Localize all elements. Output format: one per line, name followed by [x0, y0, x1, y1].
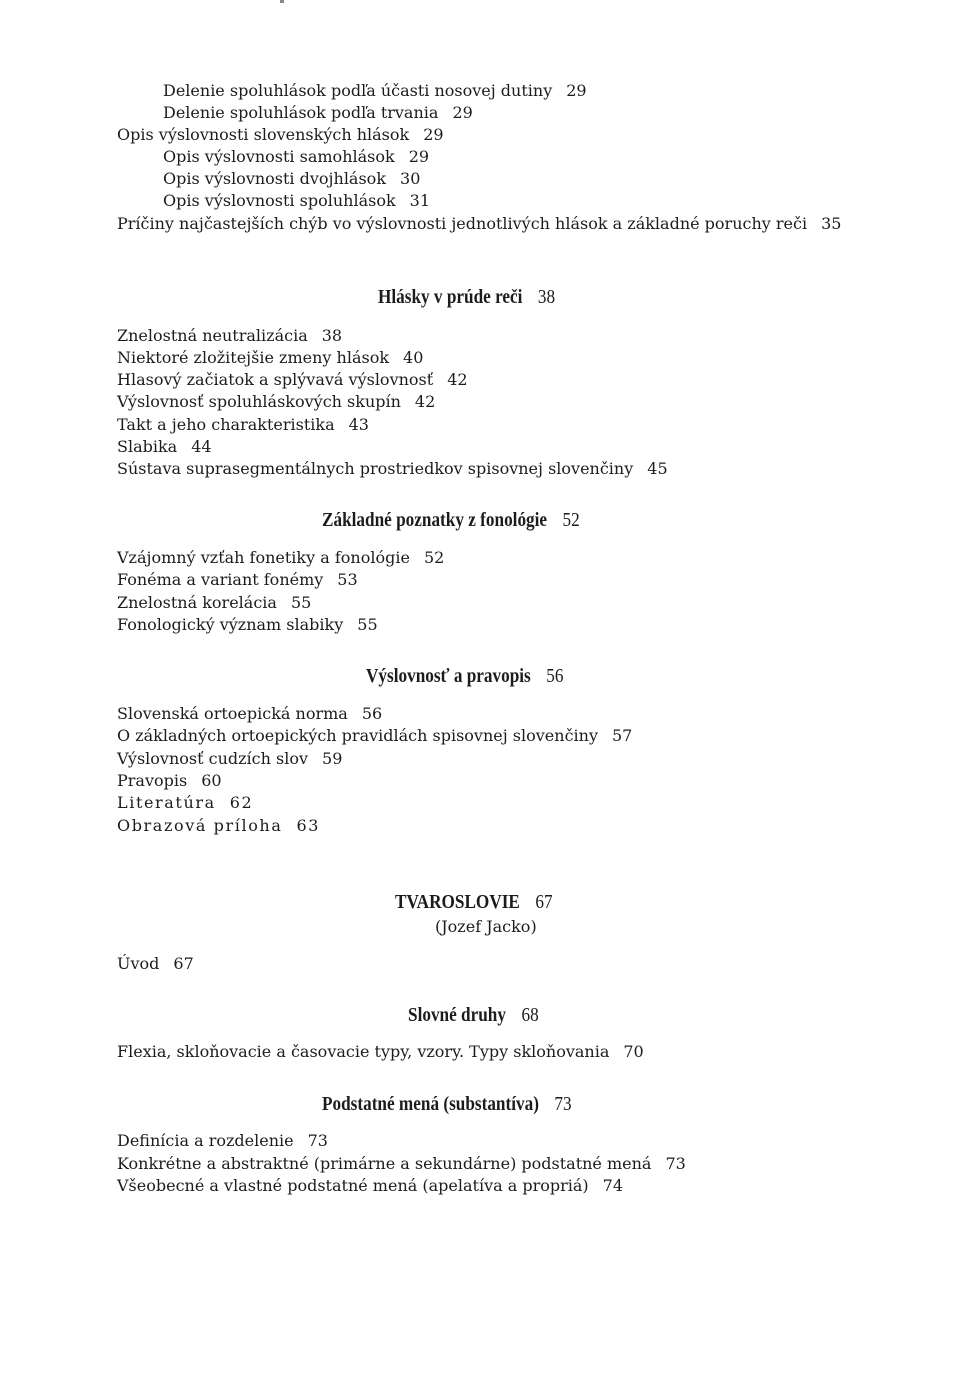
toc-entry [117, 347, 423, 369]
heading-page: 38 [537, 286, 556, 308]
toc-entry [163, 190, 430, 212]
toc-entry [117, 213, 872, 235]
entry-text: Flexia, skloňovacie a časovacie typy, vzory. Typy skloňovania [117, 1042, 610, 1061]
entry-page: 60 [201, 771, 222, 790]
toc-entry [117, 748, 342, 770]
section-heading [408, 1002, 539, 1028]
entry-page: 29 [452, 103, 473, 122]
toc-entry [117, 547, 444, 569]
entry-text: Delenie spoluhlások podľa trvania [163, 103, 439, 122]
entry-page: 73 [665, 1154, 686, 1173]
entry-text: Slabika [117, 437, 178, 456]
entry-page: 55 [357, 615, 378, 634]
entry-text: Príčiny najčastejších chýb vo výslovnosti jednotlivých hlások a základné poruchy reči [117, 214, 808, 233]
entry-page: 31 [409, 191, 430, 210]
toc-entry [117, 614, 378, 636]
entry-page: 42 [414, 392, 436, 411]
entry-page: 55 [290, 593, 312, 612]
toc-entry [117, 369, 468, 391]
entry-text: Úvod [117, 954, 160, 973]
heading-page: 56 [546, 665, 564, 687]
entry-page: 70 [623, 1042, 644, 1061]
entry-text: Sústava suprasegmentálnych prostriedkov spisovnej slovenčiny [117, 459, 634, 478]
toc-entry [117, 436, 212, 458]
entry-text: Opis výslovnosti dvojhlások [163, 169, 387, 188]
entry-text: Slovenská ortoepická norma [117, 704, 348, 723]
toc-entry [117, 124, 444, 146]
toc-entry [117, 953, 194, 975]
entry-text: Opis výslovnosti spoluhlások [163, 191, 396, 210]
toc-entry [117, 1130, 328, 1152]
entry-page: 29 [566, 81, 587, 100]
entry-page: 30 [400, 169, 421, 188]
entry-text: Pravopis [117, 771, 188, 790]
toc-entry [117, 325, 342, 347]
toc-entry [163, 168, 420, 190]
heading-page: 52 [562, 509, 580, 531]
heading-page: 68 [521, 1004, 539, 1026]
entry-text: Znelostná neutralizácia [117, 326, 308, 345]
section-heading [322, 1091, 572, 1117]
entry-page: 45 [647, 459, 668, 478]
entry-text: Obrazová príloha [117, 816, 283, 835]
entry-page: 63 [296, 816, 321, 835]
entry-page: 44 [191, 437, 212, 456]
toc-entry [117, 1153, 686, 1175]
entry-text: Niektoré zložitejšie zmeny hlások [117, 348, 390, 367]
entry-text: Znelostná korelácia [117, 593, 277, 612]
entry-page: 29 [408, 147, 430, 166]
heading-title: Slovné druhy [408, 1004, 506, 1026]
entry-text: Delenie spoluhlások podľa účasti nosovej dutiny [163, 81, 553, 100]
entry-page: 59 [322, 749, 343, 768]
entry-page: 29 [423, 125, 444, 144]
toc-entry [117, 815, 320, 837]
toc-entry [117, 770, 222, 792]
entry-page: 73 [307, 1131, 328, 1150]
section-heading [395, 889, 553, 915]
entry-text: Konkrétne a abstraktné (primárne a sekundárne) podstatné mená [117, 1154, 652, 1173]
entry-text: O základných ortoepických pravidlách spisovnej slovenčiny [117, 726, 598, 745]
toc-entry [117, 1041, 644, 1063]
entry-text: Takt a jeho charakteristika [117, 415, 335, 434]
entry-page: 35 [821, 214, 842, 233]
heading-page: 67 [535, 891, 553, 913]
scan-mark [280, 0, 284, 3]
entry-page: 53 [337, 570, 358, 589]
entry-page: 38 [321, 326, 343, 345]
entry-page: 62 [229, 793, 254, 812]
heading-title: TVAROSLOVIE [395, 891, 520, 913]
heading-title: Podstatné mená (substantíva) [322, 1093, 539, 1115]
entry-page: 67 [173, 954, 194, 973]
toc-entry [117, 1175, 623, 1197]
section-author: (Jozef Jacko) [435, 917, 537, 936]
toc-entry [117, 458, 668, 480]
section-heading [322, 507, 580, 533]
toc-entry [117, 391, 435, 413]
entry-page: 42 [447, 370, 468, 389]
entry-text: Fonéma a variant fonémy [117, 570, 324, 589]
entry-text: Hlasový začiatok a splývavá výslovnosť [117, 370, 434, 389]
entry-text: Definícia a rozdelenie [117, 1131, 294, 1150]
entry-text: Opis výslovnosti samohlások [163, 147, 395, 166]
entry-text: Výslovnosť spoluhláskových skupín [117, 392, 401, 411]
entry-text: Fonologický význam slabiky [117, 615, 344, 634]
toc-entry [117, 414, 369, 436]
entry-text: Literatúra [117, 793, 216, 812]
entry-text: Opis výslovnosti slovenských hlások [117, 125, 410, 144]
toc-entry [163, 146, 429, 168]
heading-title: Výslovnosť a pravopis [366, 665, 531, 687]
toc-entry [163, 102, 473, 124]
heading-title: Hlásky v prúde reči [378, 286, 523, 308]
heading-title: Základné poznatky z fonológie [322, 509, 548, 531]
entry-page: 52 [423, 548, 445, 567]
entry-page: 43 [348, 415, 369, 434]
toc-entry [117, 703, 382, 725]
toc-entry [117, 569, 358, 591]
section-heading [378, 284, 555, 310]
entry-page: 56 [361, 704, 383, 723]
entry-text: Všeobecné a vlastné podstatné mená (apelatíva a propriá) [117, 1176, 589, 1195]
toc-entry [163, 80, 587, 102]
heading-page: 73 [554, 1093, 572, 1115]
entry-page: 57 [611, 726, 633, 745]
toc-entry [117, 725, 632, 747]
toc-entry [117, 792, 253, 814]
entry-text: Vzájomný vzťah fonetiky a fonológie [117, 548, 410, 567]
entry-page: 74 [602, 1176, 624, 1195]
entry-page: 40 [403, 348, 424, 367]
section-heading [366, 663, 563, 689]
entry-text: Výslovnosť cudzích slov [117, 749, 309, 768]
toc-entry [117, 592, 311, 614]
